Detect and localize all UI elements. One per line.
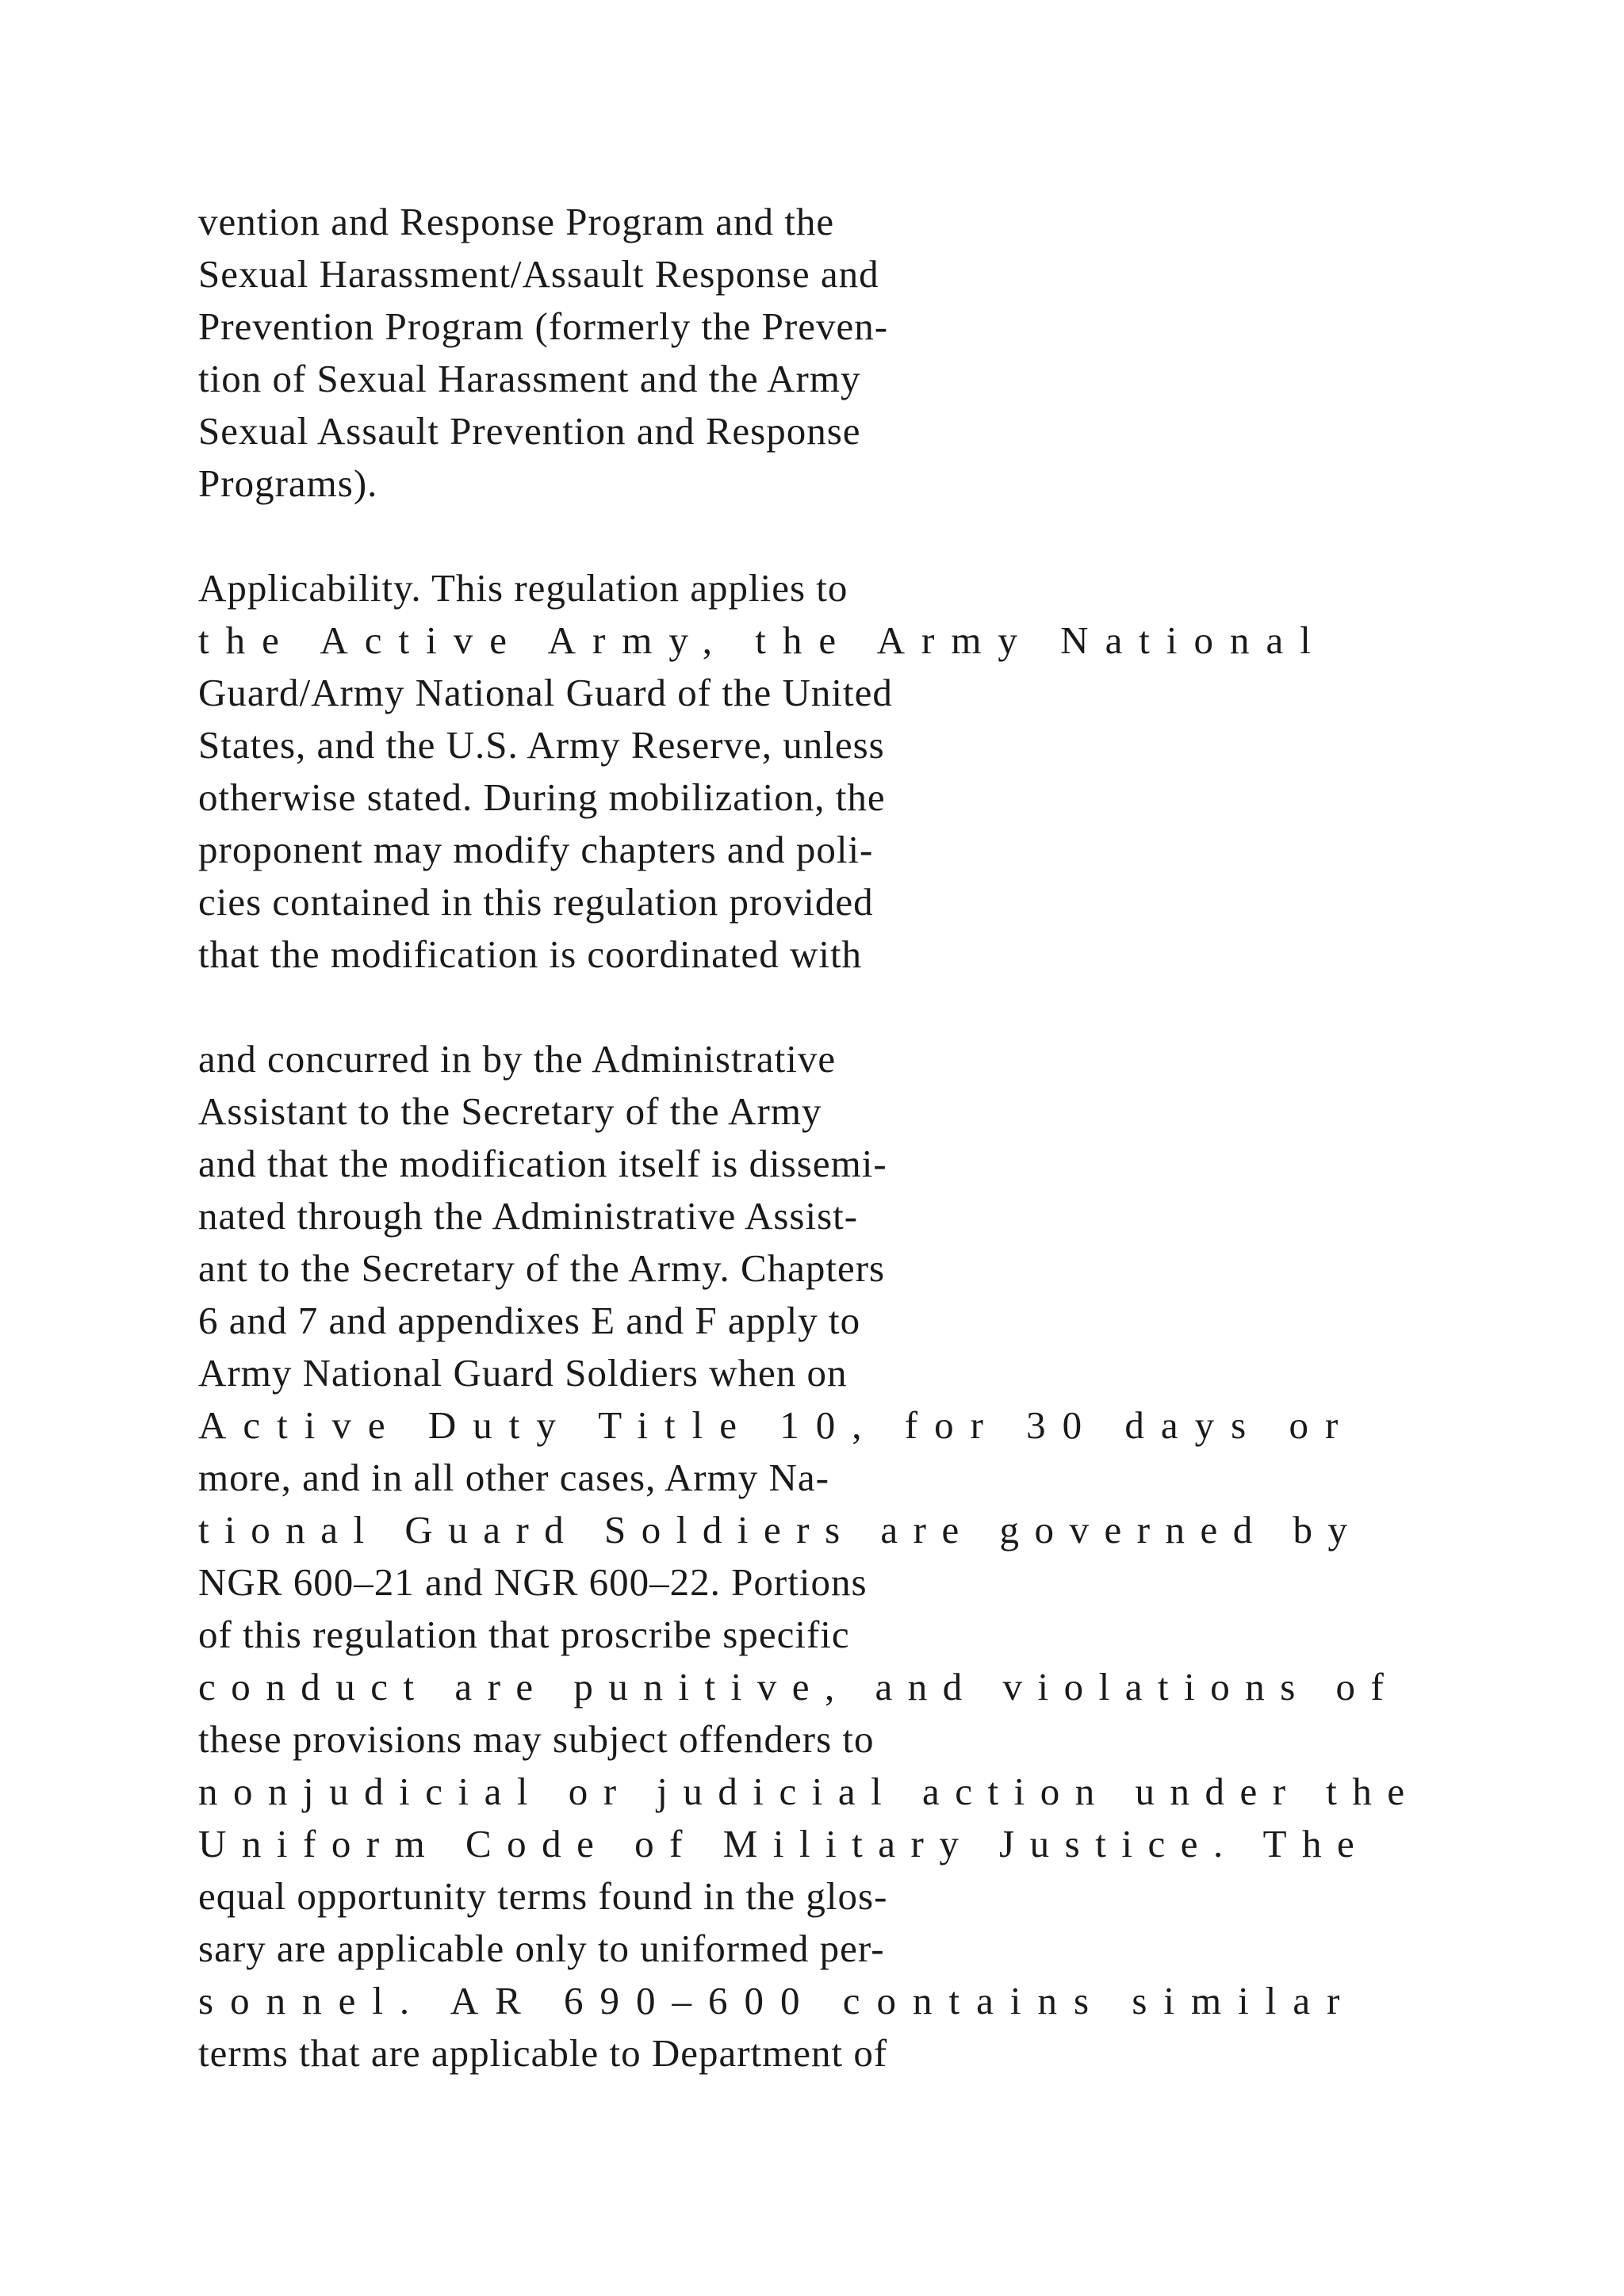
- text-line: sonnel. AR 690–600 contains similar: [198, 1979, 1357, 2022]
- text-line: Applicability. This regulation applies to: [198, 566, 848, 610]
- text-line: equal opportunity terms found in the glos-: [198, 1874, 888, 1918]
- text-line: the Active Army, the Army National: [198, 618, 1327, 662]
- text-line: sary are applicable only to uniformed per-: [198, 1927, 885, 1970]
- text-line: these provisions may subject offenders to: [198, 1717, 875, 1761]
- text-line: NGR 600–21 and NGR 600–22. Portions: [198, 1560, 868, 1604]
- text-line: cies contained in this regulation provided: [198, 880, 874, 924]
- text-line: nated through the Administrative Assist-: [198, 1194, 859, 1238]
- text-line: ant to the Secretary of the Army. Chapters: [198, 1246, 886, 1290]
- text-line: tion of Sexual Harassment and the Army: [198, 357, 861, 400]
- text-line: States, and the U.S. Army Reserve, unless: [198, 723, 885, 767]
- text-line: proponent may modify chapters and poli-: [198, 828, 874, 871]
- text-line: Uniform Code of Military Justice. The: [198, 1822, 1370, 1866]
- text-line: otherwise stated. During mobilization, the: [198, 775, 886, 819]
- text-line: more, and in all other cases, Army Na-: [198, 1456, 829, 1499]
- text-line: Prevention Program (formerly the Preven-: [198, 304, 889, 348]
- text-line: Army National Guard Soldiers when on: [198, 1351, 848, 1395]
- text-line: Active Duty Title 10, for 30 days or: [198, 1403, 1355, 1447]
- text-line: tional Guard Soldiers are governed by: [198, 1508, 1363, 1552]
- text-line: nonjudicial or judicial action under the: [198, 1770, 1420, 1813]
- text-line: of this regulation that proscribe specific: [198, 1613, 850, 1656]
- text-line: and concurred in by the Administrative: [198, 1037, 837, 1081]
- text-line: that the modification is coordinated with: [198, 932, 863, 976]
- text-line: Sexual Assault Prevention and Response: [198, 409, 861, 453]
- text-line: Programs).: [198, 461, 378, 505]
- text-line: 6 and 7 and appendixes E and F apply to: [198, 1299, 861, 1342]
- text-line: Guard/Army National Guard of the United: [198, 671, 893, 714]
- text-line: vention and Response Program and the: [198, 200, 835, 243]
- text-line: and that the modification itself is dissemi-: [198, 1142, 887, 1185]
- text-line: Sexual Harassment/Assault Response and: [198, 252, 879, 296]
- text-line: conduct are punitive, and violations of: [198, 1665, 1400, 1709]
- text-line: Assistant to the Secretary of the Army: [198, 1089, 822, 1133]
- text-line: terms that are applicable to Department of: [198, 2031, 888, 2075]
